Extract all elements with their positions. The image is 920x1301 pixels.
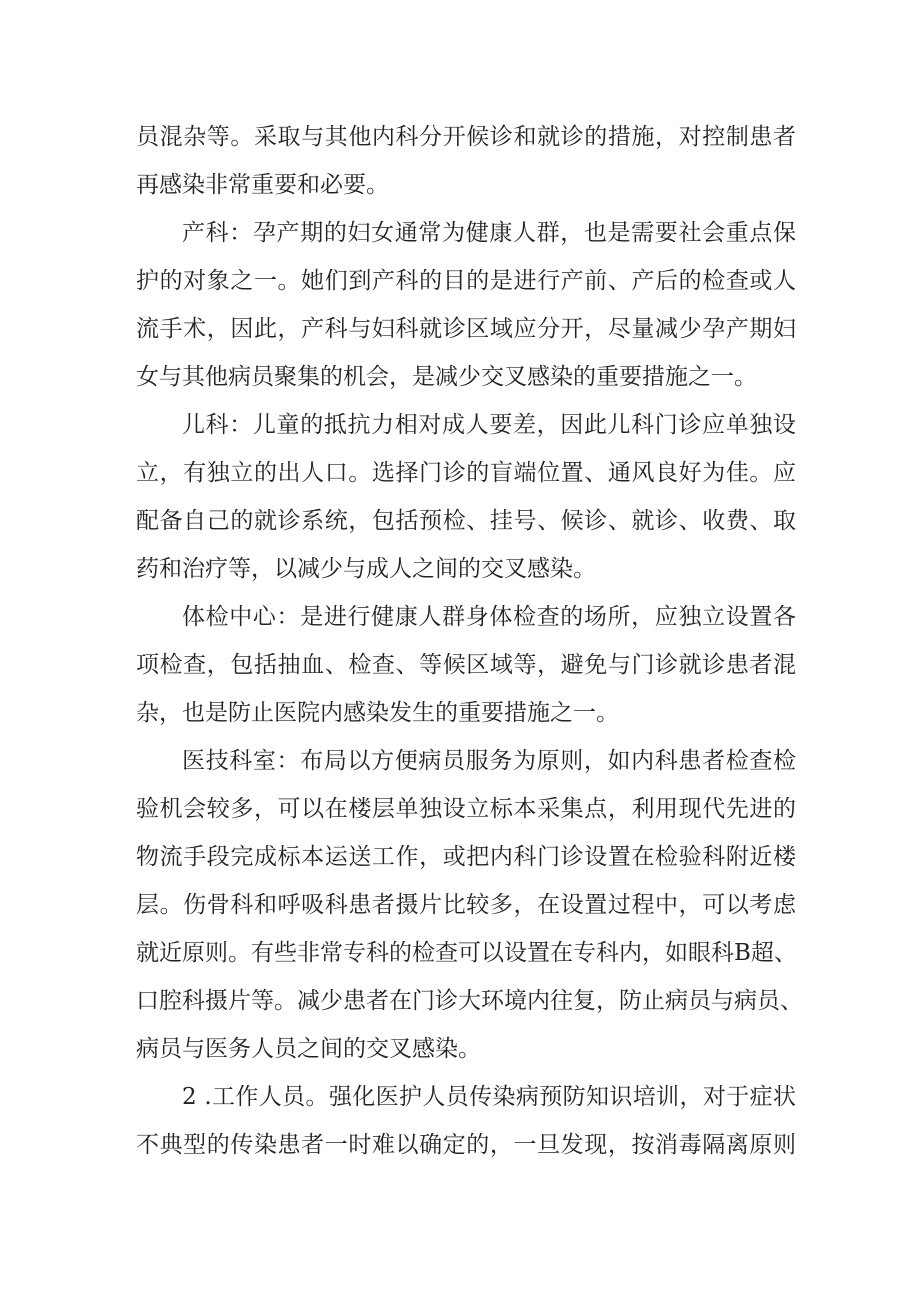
text-line: 儿科：儿童的抵抗力相对成人要差，因此儿科门诊应单独设 [182,412,796,438]
text-line: 立，有独立的出人口。选择门诊的盲端位置、通风良好为佳。应 [136,460,796,486]
text-line: 层。伤骨科和呼吸科患者摄片比较多，在设置过程中，可以考虑 [136,892,796,918]
text-line: 杂，也是防止医院内感染发生的重要措施之一。 [136,700,619,726]
text-line: 再感染非常重要和必要。 [136,172,389,198]
text-line: 流手术，因此，产科与妇科就诊区域应分开，尽量减少孕产期妇 [136,316,796,342]
text-line: 病员与医务人员之间的交叉感染。 [136,1036,481,1062]
paragraph-physical-exam-center [136,593,796,737]
text-line: 护的对象之一。她们到产科的目的是进行产前、产后的检查或人 [136,268,796,294]
paragraph-obstetrics [136,209,796,401]
paragraph-medical-tech-dept [136,737,803,1073]
text-line: 口腔科摄片等。减少患者在门诊大环境内往复，防止病员与病员、 [136,988,803,1014]
text-line: 就近原则。有些非常专科的检查可以设置在专科内，如眼科B超、 [136,940,797,966]
text-line: 不典型的传染患者一时难以确定的，一旦发现，按消毒隔离原则 [136,1132,796,1158]
paragraph-continuation [136,113,796,209]
body-text [136,113,803,1169]
text-line: 体检中心：是进行健康人群身体检查的场所，应独立设置各 [182,604,796,630]
text-line: 女与其他病员聚集的机会，是减少交叉感染的重要措施之一。 [136,364,757,390]
paragraph-staff [136,1073,796,1169]
text-line: 验机会较多，可以在楼层单独设立标本采集点，利用现代先进的 [136,796,796,822]
text-line: 产科：孕产期的妇女通常为健康人群，也是需要社会重点保 [182,220,796,246]
text-line: 2 .工作人员。强化医护人员传染病预防知识培训，对于症状 [182,1084,796,1110]
text-line: 药和治疗等，以减少与成人之间的交叉感染。 [136,556,596,582]
text-line: 物流手段完成标本运送工作，或把内科门诊设置在检验科附近楼 [136,844,796,870]
text-line: 员混杂等。采取与其他内科分开候诊和就诊的措施，对控制患者 [136,124,796,150]
text-line: 项检查，包括抽血、检查、等候区域等，避免与门诊就诊患者混 [136,652,796,678]
text-line: 医技科室：布局以方便病员服务为原则，如内科患者检查检 [182,748,796,774]
text-line: 配备自己的就诊系统，包括预检、挂号、候诊、就诊、收费、取 [136,508,796,534]
paragraph-pediatrics [136,401,796,593]
